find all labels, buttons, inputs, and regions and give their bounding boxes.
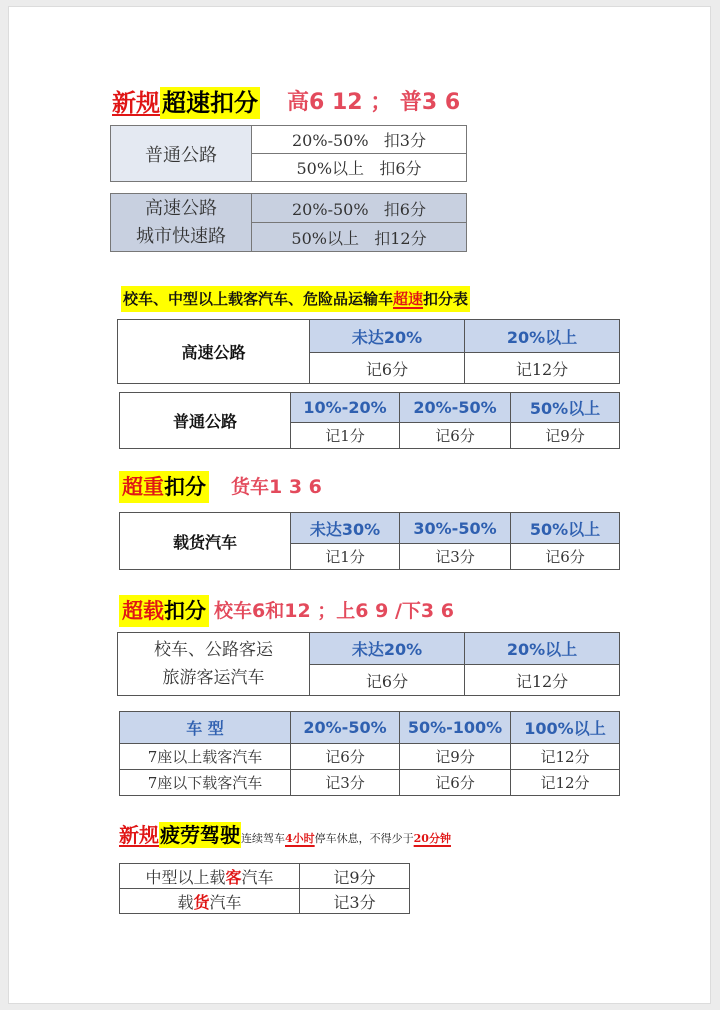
column-header: 车 型: [120, 712, 291, 744]
value-cell: 记6分: [511, 544, 620, 570]
overweight-table: [119, 512, 620, 570]
column-header: 30%-50%: [400, 513, 511, 544]
value-cell: 记6分: [310, 665, 465, 696]
school-bus-title-suffix: 扣分表: [423, 290, 469, 308]
value-cell: 记3分: [300, 889, 410, 914]
vehicle-line: 校车、公路客运: [154, 640, 273, 660]
value-cell: 记6分: [310, 353, 465, 384]
fatigue-note-text: 停车休息，不得少于: [314, 832, 414, 845]
value-cell: 记9分: [400, 744, 511, 770]
road-line: 高速公路: [145, 197, 217, 219]
vehicle-type-cell: [120, 889, 300, 914]
overload-summary: 校车6和12 ；上6 9 /下3 6: [214, 600, 454, 622]
fatigue-note: [241, 832, 451, 845]
value-cell: 记6分: [400, 770, 511, 796]
vehicle-type-emphasis: 货: [193, 892, 210, 912]
column-header: 20%以上: [465, 633, 620, 665]
fatigue-note-minutes: 20分钟: [413, 832, 451, 845]
overload-vehicle-table: [119, 711, 620, 796]
points-cell: 扣3分: [383, 131, 426, 150]
vehicle-type-text: 汽车: [241, 867, 274, 887]
vehicle-type-cell: 7座以下载客汽车: [120, 770, 291, 796]
value-cell: 记12分: [511, 744, 620, 770]
vehicle-type-text: 中型以上载: [145, 867, 226, 887]
school-bus-title: [121, 286, 470, 312]
speeding-highway-row: [252, 194, 467, 223]
fatigue-title: [119, 819, 451, 855]
overload-title-red: 超载: [122, 599, 164, 623]
speeding-ordinary-row: [252, 154, 467, 182]
overweight-title-red: 超重: [122, 475, 164, 499]
school-bus-title-red: 超速: [393, 290, 424, 308]
vehicle-type-text: 汽车: [209, 892, 242, 912]
fatigue-note-text: 连续驾车: [241, 832, 285, 845]
overload-bus-vehicle: [118, 633, 310, 696]
value-cell: 记3分: [400, 544, 511, 570]
value-cell: 记6分: [400, 423, 511, 449]
table-row: [120, 864, 410, 889]
speeding-title-main: 超速扣分: [162, 89, 258, 117]
column-header: 50%以上: [511, 393, 620, 423]
overweight-vehicle: 载货汽车: [120, 513, 291, 570]
column-header: 100%以上: [511, 712, 620, 744]
column-header: 20%-50%: [400, 393, 511, 423]
speeding-title: [112, 83, 260, 123]
school-bus-ordinary-road: 普通公路: [120, 393, 291, 449]
road-line: 城市快速路: [136, 225, 226, 247]
vehicle-line: 旅游客运汽车: [162, 668, 265, 688]
speeding-summary: 高6 12 ； 普3 6: [287, 90, 461, 115]
fatigue-note-hours: 4小时: [285, 832, 315, 845]
fatigue-table: [119, 863, 410, 914]
speeding-ordinary-road: 普通公路: [111, 126, 252, 182]
value-cell: 记9分: [511, 423, 620, 449]
column-header: 20%-50%: [291, 712, 400, 744]
overload-title: [119, 595, 209, 627]
speeding-ordinary-table: [110, 125, 467, 182]
vehicle-type-cell: 7座以上载客汽车: [120, 744, 291, 770]
school-bus-title-text: 校车、中型以上载客汽车、危险品运输车: [123, 290, 394, 308]
column-header: 20%以上: [465, 320, 620, 353]
overload-bus-table: [117, 632, 620, 696]
table-row: [120, 744, 620, 770]
range-cell: 50%以上: [296, 159, 365, 178]
fatigue-title-prefix: 新规: [119, 823, 159, 847]
speeding-highway-row: [252, 223, 467, 252]
table-row: [120, 770, 620, 796]
school-bus-ordinary-table: [119, 392, 620, 449]
column-header: 未达20%: [310, 633, 465, 665]
column-header: 50%以上: [511, 513, 620, 544]
range-cell: 50%以上: [291, 228, 359, 248]
points-cell: 扣6分: [383, 199, 426, 219]
fatigue-title-main: 疲劳驾驶: [160, 823, 240, 847]
overweight-summary: 货车1 3 6: [231, 476, 322, 498]
column-header: 10%-20%: [291, 393, 400, 423]
value-cell: 记12分: [465, 665, 620, 696]
value-cell: 记12分: [511, 770, 620, 796]
points-cell: 扣6分: [379, 159, 422, 178]
overweight-title: [119, 471, 209, 503]
table-row: [120, 889, 410, 914]
page: [8, 6, 711, 1004]
school-bus-highway-table: [117, 319, 620, 384]
range-cell: 20%-50%: [292, 199, 369, 219]
speeding-highway-road: [111, 194, 252, 252]
vehicle-type-cell: [120, 864, 300, 889]
value-cell: 记6分: [291, 744, 400, 770]
column-header: 未达20%: [310, 320, 465, 353]
vehicle-type-text: 载: [177, 892, 194, 912]
column-header: 未达30%: [291, 513, 400, 544]
value-cell: 记12分: [465, 353, 620, 384]
value-cell: 记3分: [291, 770, 400, 796]
points-cell: 扣12分: [374, 228, 427, 248]
value-cell: 记1分: [291, 423, 400, 449]
value-cell: 记1分: [291, 544, 400, 570]
overload-title-black: 扣分: [164, 599, 206, 623]
overweight-title-black: 扣分: [164, 475, 206, 499]
value-cell: 记9分: [300, 864, 410, 889]
range-cell: 20%-50%: [292, 131, 369, 150]
speeding-ordinary-row: [252, 126, 467, 154]
speeding-title-prefix: 新规: [112, 89, 160, 117]
speeding-highway-table: [110, 193, 467, 252]
school-bus-highway-road: 高速公路: [118, 320, 310, 384]
column-header: 50%-100%: [400, 712, 511, 744]
vehicle-type-emphasis: 客: [225, 867, 242, 887]
